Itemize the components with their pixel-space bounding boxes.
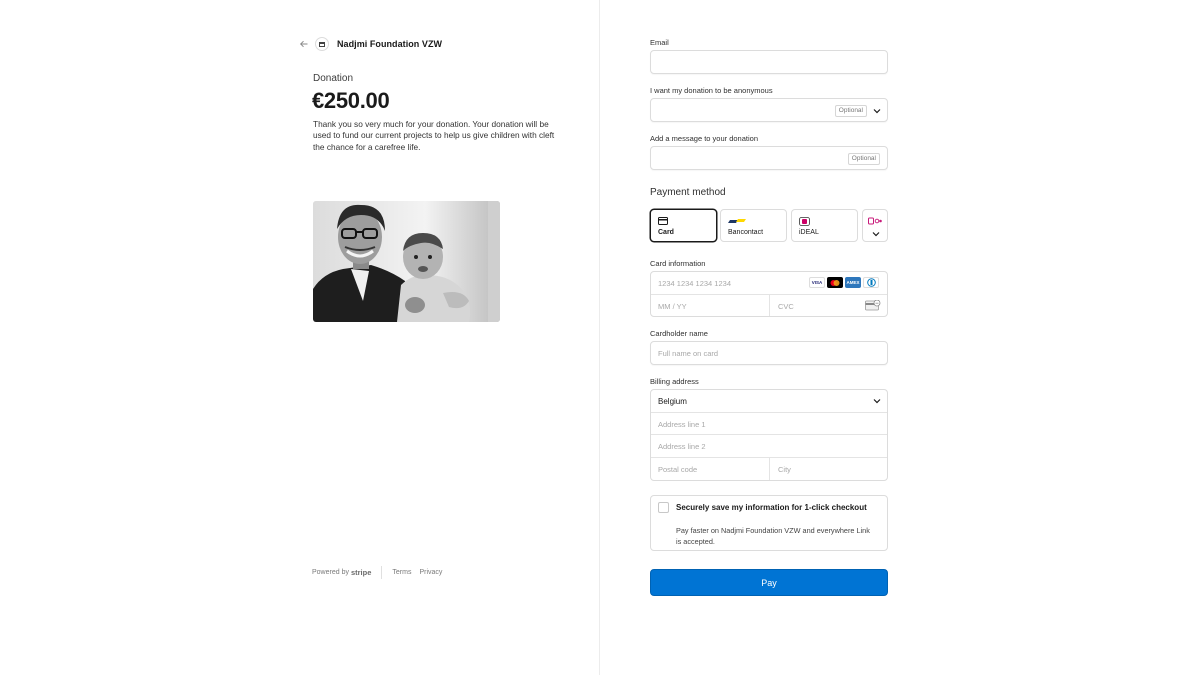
card-number-input[interactable]: 1234 1234 1234 1234 bbox=[658, 279, 731, 288]
card-info-group bbox=[650, 271, 888, 317]
city-input[interactable]: City bbox=[778, 464, 791, 474]
card-info-label: Card information bbox=[650, 259, 706, 268]
merchant-name: Nadjmi Foundation VZW bbox=[337, 39, 443, 49]
payment-method-label: Bancontact bbox=[728, 229, 764, 236]
anonymous-select[interactable] bbox=[650, 98, 888, 122]
message-field[interactable] bbox=[650, 146, 888, 170]
svg-text:•••: ••• bbox=[875, 300, 879, 305]
card-number-row[interactable] bbox=[651, 272, 887, 295]
billing-group bbox=[650, 389, 888, 481]
anonymous-label: I want my donation to be anonymous bbox=[650, 86, 773, 95]
product-description: Thank you so very much for your donation. Your donation will be used to fund our current projects to help us give children with cleft the chance for a carefree life. bbox=[313, 119, 555, 152]
address-line2-row[interactable] bbox=[651, 435, 887, 458]
country-select[interactable] bbox=[651, 390, 887, 413]
pay-button[interactable]: Pay bbox=[650, 569, 888, 596]
card-icon bbox=[658, 217, 668, 225]
save-info-title: Securely save my information for 1-click checkout bbox=[676, 503, 867, 512]
cvc-icon bbox=[865, 300, 881, 311]
footer-separator bbox=[381, 566, 382, 579]
mastercard-icon bbox=[827, 277, 843, 288]
stripe-logo[interactable]: stripe bbox=[350, 568, 372, 577]
privacy-link[interactable]: Privacy bbox=[419, 569, 443, 576]
expiry-cvc-row bbox=[651, 295, 887, 318]
merchant-header bbox=[298, 37, 442, 51]
diners-icon bbox=[863, 277, 879, 288]
bancontact-icon bbox=[728, 217, 746, 225]
address-line1-row[interactable] bbox=[651, 413, 887, 436]
chevron-down-icon bbox=[872, 396, 882, 406]
optional-tag: Optional bbox=[835, 105, 867, 117]
expiry-input[interactable]: MM / YY bbox=[658, 301, 687, 311]
powered-by-footer bbox=[312, 566, 450, 579]
eps-icon bbox=[868, 217, 882, 225]
merchant-logo-icon bbox=[315, 37, 329, 51]
link-save-box bbox=[650, 495, 888, 551]
payment-method-ideal[interactable] bbox=[791, 209, 858, 242]
cvc-input[interactable]: CVC bbox=[778, 301, 794, 311]
product-photo bbox=[313, 201, 500, 322]
card-brands bbox=[809, 277, 879, 288]
country-value: Belgium bbox=[658, 397, 687, 406]
powered-by-text: Powered by bbox=[312, 569, 349, 576]
cardholder-label: Cardholder name bbox=[650, 329, 708, 338]
billing-label: Billing address bbox=[650, 377, 699, 386]
amex-icon: AMEX bbox=[845, 277, 861, 288]
terms-link[interactable]: Terms bbox=[392, 569, 412, 576]
payment-method-label: iDEAL bbox=[799, 229, 819, 236]
address-line2-input[interactable]: Address line 2 bbox=[658, 442, 706, 451]
optional-tag: Optional bbox=[848, 153, 880, 165]
payment-method-card[interactable] bbox=[650, 209, 717, 242]
payment-method-label: Card bbox=[658, 229, 674, 236]
postal-city-row bbox=[651, 458, 887, 481]
address-line1-input[interactable]: Address line 1 bbox=[658, 419, 706, 429]
chevron-down-icon bbox=[872, 106, 882, 116]
email-field[interactable] bbox=[650, 50, 888, 74]
ideal-icon bbox=[799, 217, 810, 226]
postal-code-input[interactable]: Postal code bbox=[658, 464, 698, 474]
payment-method-more[interactable] bbox=[862, 209, 888, 242]
save-info-subtitle: Pay faster on Nadjmi Foundation VZW and everywhere Link is accepted. bbox=[676, 526, 870, 546]
save-info-checkbox[interactable] bbox=[658, 502, 669, 513]
payment-method-title: Payment method bbox=[650, 187, 726, 198]
cardholder-placeholder: Full name on card bbox=[658, 349, 719, 358]
email-label: Email bbox=[650, 38, 669, 47]
cardholder-field[interactable] bbox=[650, 341, 888, 365]
visa-icon: VISA bbox=[809, 277, 825, 288]
payment-method-bancontact[interactable] bbox=[720, 209, 787, 242]
product-label: Donation bbox=[313, 73, 354, 84]
total-amount: €250.00 bbox=[312, 88, 390, 113]
message-label: Add a message to your donation bbox=[650, 134, 758, 143]
back-arrow-icon[interactable] bbox=[298, 38, 310, 50]
chevron-down-icon bbox=[871, 229, 881, 239]
